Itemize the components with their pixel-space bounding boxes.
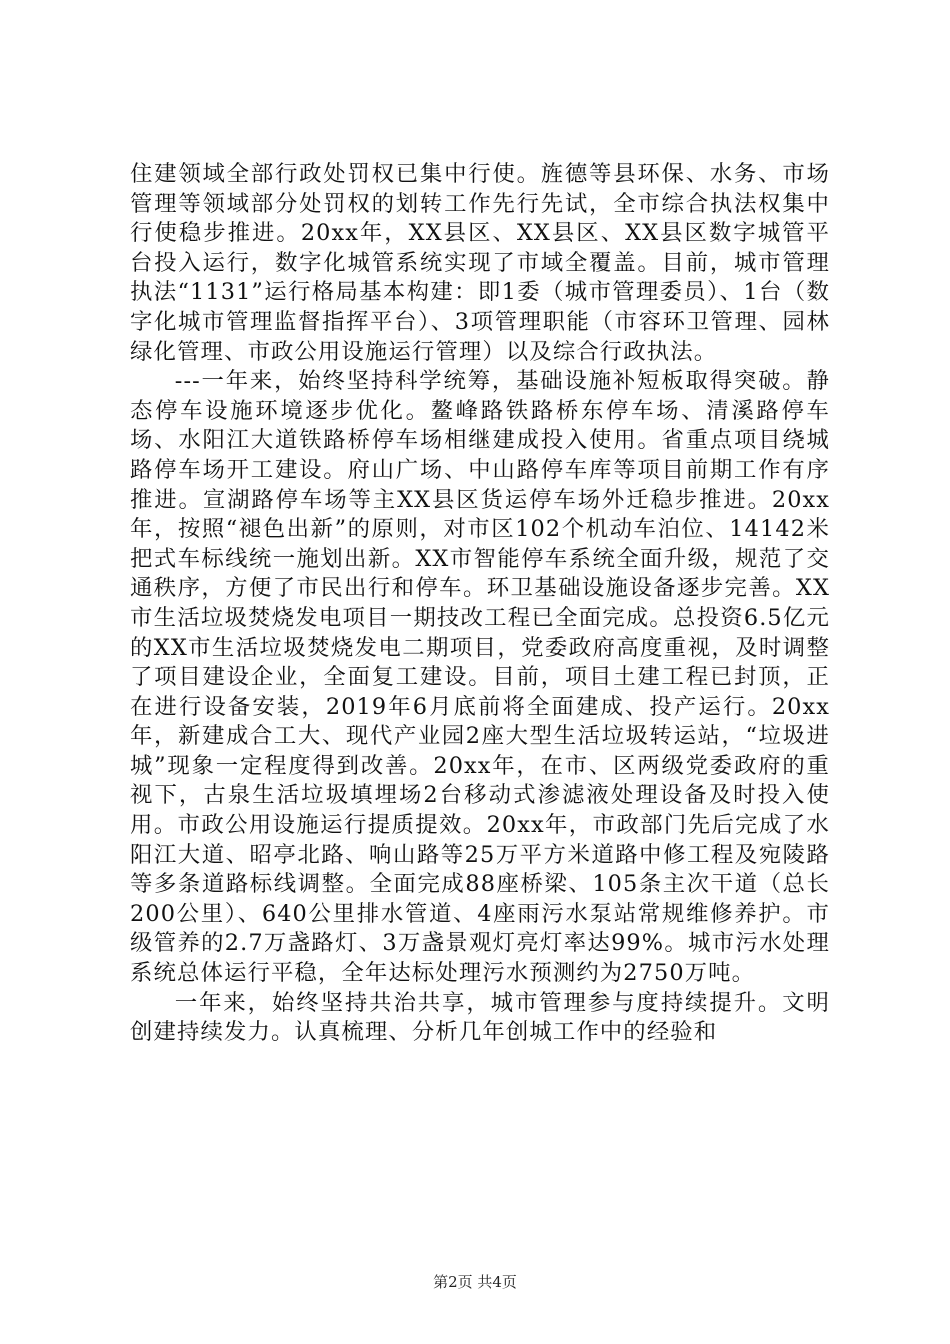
page-number-footer: 第2页 共4页 bbox=[433, 1273, 517, 1291]
document-body bbox=[130, 160, 830, 1048]
paragraph-infrastructure: ---一年来，始终坚持科学统筹，基础设施补短板取得突破。静态停车设施环境逐步优化。鳌峰路铁路桥东停车场、清溪路停车场、水阳江大道铁路桥停车场相继建成投入使用。省重点项目绕城路停车场开工建设。府山广场、中山路停车库等项目前期工作有序推进。宣湖路停车场等主XX县区货运停车场外迁稳步推进。20xx年，按照“褪色出新”的原则，对市区102个机动车泊位、14142米把式车标线统一施划出新。XX市智能停车系统全面升级，规范了交通秩序，方便了市民出行和停车。环卫基础设施设备逐步完善。XX市生活垃圾焚烧发电项目一期技改工程已全面完成。总投资6.5亿元的XX市生活垃圾焚烧发电二期项目，党委政府高度重视，及时调整了项目建设企业，全面复工建设。目前，项目土建工程已封顶，正在进行设备安装，2019年6月底前将全面建成、投产运行。20xx年，新建成合工大、现代产业园2座大型生活垃圾转运站，“垃圾进城”现象一定程度得到改善。20xx年，在市、区两级党委政府的重视下，古泉生活垃圾填埋场2台移动式渗滤液处理设备及时投入使用。市政公用设施运行提质提效。20xx年，市政部门先后完成了水阳江大道、昭亭北路、响山路等25万平方米道路中修工程及宛陵路等多条道路标线调整。全面完成88座桥梁、105条主次干道（总长200公里）、640公里排水管道、4座雨污水泵站常规维修养护。市级管养的2.7万盏路灯、3万盏景观灯亮灯率达99%。城市污水处理系统总体运行平稳，全年达标处理污水预测约为2750万吨。 bbox=[130, 368, 830, 987]
paragraph-enforcement: 住建领域全部行政处罚权已集中行使。旌德等县环保、水务、市场管理等领域部分处罚权的划转工作先行先试，全市综合执法权集中行使稳步推进。20xx年，XX县区、XX县区、XX县区数字城管平台投入运行，数字化城管系统实现了市域全覆盖。目前，城市管理执法“1131”运行格局基本构建：即1委（城市管理委员）、1台（数字化城市管理监督指挥平台）、3项管理职能（市容环卫管理、园林绿化管理、市政公用设施运行管理）以及综合行政执法。 bbox=[130, 161, 830, 365]
paragraph-co-governance: 一年来，始终坚持共治共享，城市管理参与度持续提升。文明创建持续发力。认真梳理、分析几年创城工作中的经验和 bbox=[130, 989, 830, 1046]
